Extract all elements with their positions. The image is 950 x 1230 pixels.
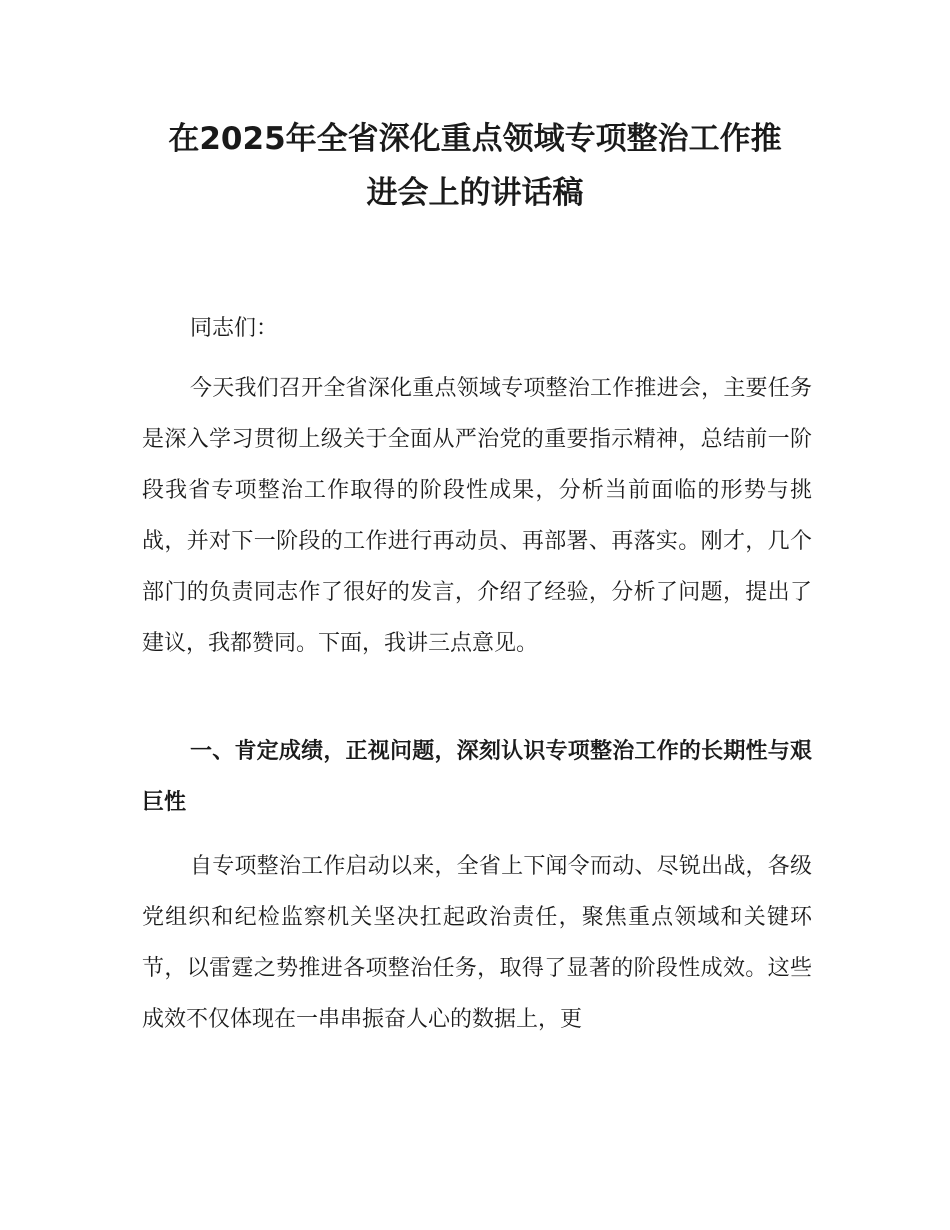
document-title-line-1: 在2025年全省深化重点领域专项整治工作推	[168, 121, 782, 157]
paragraph-section-1: 自专项整治工作启动以来，全省上下闻令而动、尽锐出战，各级党组织和纪检监察机关坚决扛起政治责任，聚焦重点领域和关键环节，以雷霆之势推进各项整治任务，取得了显著的阶段性成效。这些成效不仅体现在一串串振奋人心的数据上，更	[142, 854, 812, 1032]
document-title	[100, 112, 850, 220]
salutation: 同志们：	[190, 316, 279, 341]
paragraph-opening: 今天我们召开全省深化重点领域专项整治工作推进会，主要任务是深入学习贯彻上级关于全面从严治党的重要指示精神，总结前一阶段我省专项整治工作取得的阶段性成果，分析当前面临的形势与挑战，并对下一阶段的工作进行再动员、再部署、再落实。刚才，几个部门的负责同志作了很好的发言，介绍了经验，分析了问题，提出了建议，我都赞同。下面，我讲三点意见。	[142, 376, 812, 656]
document-title-line-2: 进会上的讲话稿	[366, 175, 584, 211]
section-heading-1: 一、肯定成绩，正视问题，深刻认识专项整治工作的长期性与艰巨性	[142, 739, 812, 815]
